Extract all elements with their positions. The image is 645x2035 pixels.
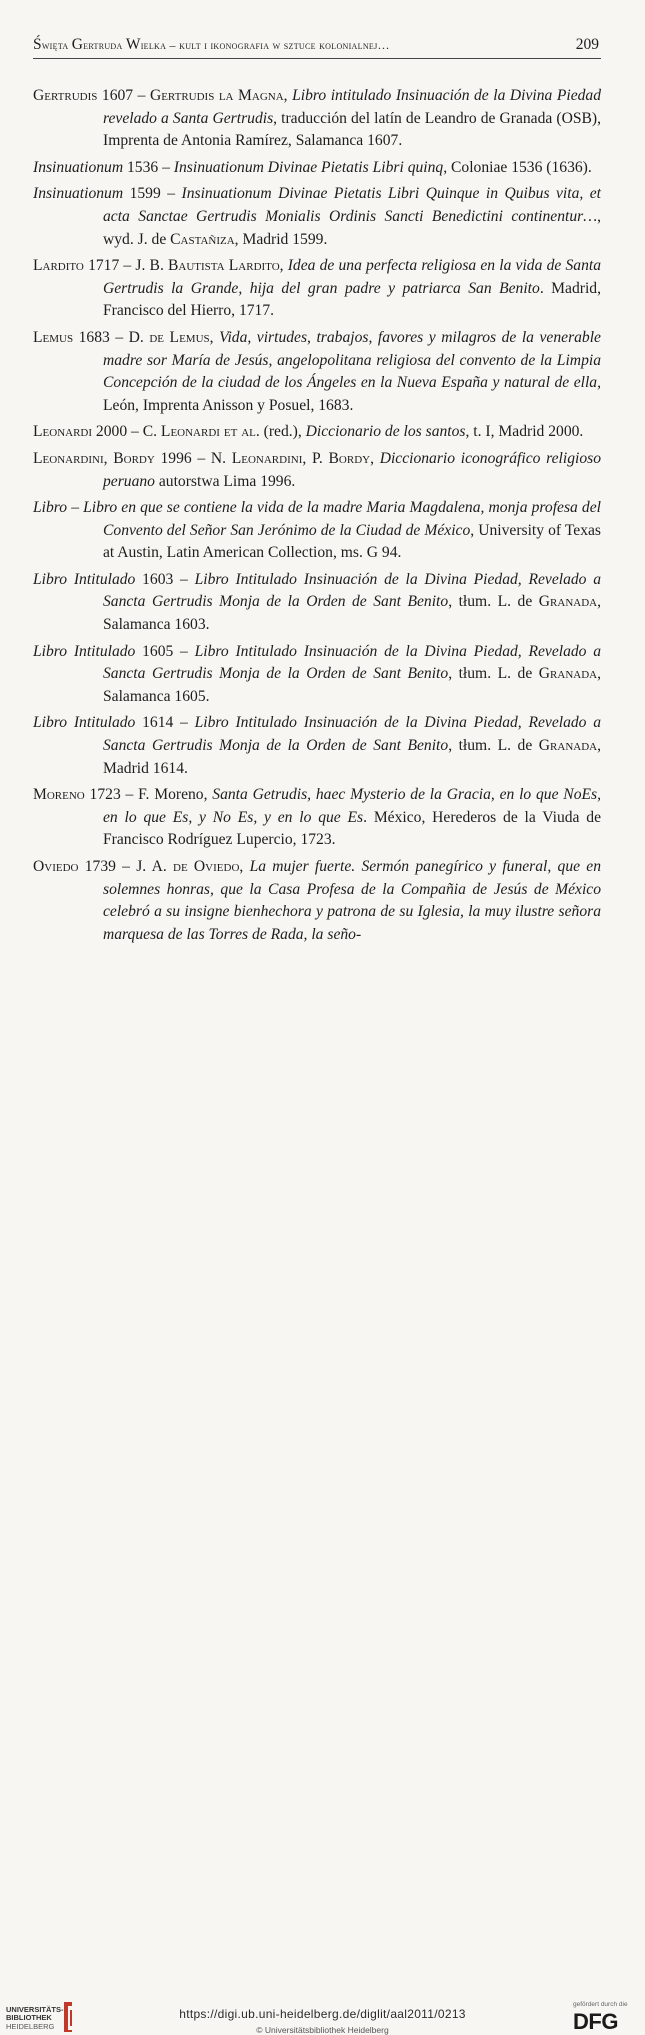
entry-text: . Madrid, Francisco del Hierro, 1717. bbox=[103, 279, 601, 320]
bibliography-entry bbox=[33, 157, 601, 180]
author-name: de Lemus bbox=[149, 328, 210, 346]
running-title-part: więta bbox=[41, 38, 72, 52]
author-name: Bordy bbox=[113, 449, 155, 467]
entry-text: , Madrid 1614. bbox=[103, 737, 602, 777]
entry-text: , bbox=[279, 257, 288, 275]
author-name: Gertrudis bbox=[33, 87, 98, 104]
entry-text: , t. I, Madrid 2000. bbox=[465, 423, 584, 441]
running-title bbox=[33, 34, 390, 56]
entry-text: 1603 – bbox=[135, 570, 195, 588]
entry-text: , bbox=[239, 858, 250, 875]
entry-text: 1605 – bbox=[135, 642, 195, 660]
work-title: Libro Intitulado bbox=[33, 570, 136, 588]
dfg-logo: DFG bbox=[573, 2009, 618, 2034]
work-title: Libro Intitulado bbox=[33, 642, 136, 660]
bibliography-entry bbox=[33, 856, 601, 946]
bibliography-entry bbox=[33, 569, 601, 637]
entry-text: 1614 – bbox=[135, 714, 195, 732]
running-title-part: ertruda bbox=[83, 38, 126, 52]
work-title: La mujer fuerte. Sermón panegírico y funeral, que en solemnes honras, que la Casa Profesa de la Compañia de Jesús de México celebró a su insigne bienhechora y patrona de su Iglesia, la muy ilustre señora marquesa de las Torres de Rada, la seño- bbox=[103, 858, 602, 943]
entry-text: León, Imprenta Anisson y Posuel, 1683. bbox=[103, 396, 354, 414]
work-title: Libro Intitulado bbox=[33, 714, 136, 732]
bibliography-entry bbox=[33, 255, 601, 323]
entry-text: , bbox=[103, 449, 114, 467]
author-name: Granada bbox=[538, 737, 598, 755]
running-title-part: ielka – kult i ikonografia w sztuce kolonialnej… bbox=[140, 38, 390, 52]
work-title: Idea de una perfecta religiosa en la vida de Santa Gertrudis la Grande, hija del gran padre y patriarca San Benito bbox=[103, 257, 601, 297]
author-name: Gertrudis la Magna bbox=[149, 87, 284, 104]
entry-text: , Salamanca 1603. bbox=[103, 593, 602, 634]
entry-text: 2000 – C. bbox=[92, 423, 161, 441]
entry-text: 1723 – F. Moreno, bbox=[84, 786, 213, 804]
source-url-link[interactable]: https://digi.ub.uni-heidelberg.de/diglit/aal2011/0213 bbox=[179, 2007, 466, 2021]
author-name: Lemus bbox=[33, 328, 74, 346]
author-name: Leonardini bbox=[231, 449, 303, 467]
bibliography-entry bbox=[33, 327, 601, 417]
work-title: Libro Intitulado Insinuación de la Divina Piedad, Revelado a Sancta Gertrudis Monja de la Orden de Sant Benito bbox=[103, 714, 602, 755]
bibliography-entry bbox=[33, 641, 601, 709]
entry-text: , bbox=[283, 87, 293, 104]
entry-text: , University of Texas at Austin, Latin American Collection, ms. G 94. bbox=[103, 521, 602, 562]
author-name: Leonardini bbox=[33, 449, 104, 467]
entry-text: et al bbox=[223, 423, 256, 441]
work-title: Insinuationum Divinae Pietatis Libri quinq bbox=[173, 158, 444, 176]
entry-text: , traducción del latín de Leandro de Granada (OSB), Imprenta de Antonia Ramírez, Salamanca 1607. bbox=[103, 109, 601, 150]
work-title: Santa Getrudis, haec Mysterio de la Gracia, en lo que NoEs, en lo que Es, y No Es, y en lo que Es bbox=[103, 786, 601, 826]
entry-text: autorstwa Lima 1996. bbox=[154, 472, 296, 490]
library-name-line: UNIVERSITÄTS- bbox=[6, 2005, 64, 2014]
running-title-part: G bbox=[71, 36, 84, 53]
entry-text: , Coloniae 1536 (1636). bbox=[443, 158, 592, 176]
bibliography-entry bbox=[33, 85, 601, 153]
entry-text: , bbox=[370, 449, 380, 467]
entry-text: , tłum. L. de bbox=[448, 665, 539, 683]
author-name: Granada bbox=[538, 665, 598, 683]
library-name-line: BIBLIOTHEK bbox=[6, 2013, 52, 2023]
author-name: Leonardi bbox=[33, 423, 93, 441]
entry-text: 1996 – N. bbox=[154, 449, 232, 467]
work-title: Libro intitulado Insinuación de la Divina Piedad revelado a Santa Gertrudis bbox=[103, 87, 602, 127]
entry-text: . México, Herederos de la Viuda de Francisco Rodríguez Lupercio, 1723. bbox=[103, 808, 601, 849]
entry-text: , tłum. L. de bbox=[448, 737, 539, 755]
entry-text: , bbox=[209, 328, 220, 346]
author-name: de Oviedo bbox=[173, 858, 240, 875]
running-title-part: W bbox=[125, 36, 141, 53]
author-name: Lardito bbox=[33, 257, 84, 275]
work-title: Insinuationum Divinae Pietatis Libri Quinque in Quibus vita, et acta Sanctae Gertrudis Monialis Ordinis Sancti Benedictini continentur… bbox=[103, 185, 601, 225]
entry-text: 1599 – bbox=[123, 185, 182, 203]
author-name: Granada bbox=[538, 593, 598, 611]
entry-text: 1739 – J. A. bbox=[78, 858, 173, 875]
bibliography-entry bbox=[33, 183, 601, 251]
bibliography-entry bbox=[33, 448, 601, 493]
running-title-part: Ś bbox=[33, 36, 42, 53]
work-title: Libro – Libro en que se contiene la vida de la madre Maria Magdalena, monja profesa del Convento del Señor San Jerónimo de la Ciudad de México bbox=[33, 499, 601, 539]
running-header bbox=[33, 34, 601, 59]
entry-text: 1717 – J. B. bbox=[83, 257, 169, 275]
entry-text: , Salamanca 1605. bbox=[103, 665, 602, 705]
author-name: Bautista Lardito bbox=[168, 257, 280, 275]
bibliography-entry bbox=[33, 421, 601, 444]
bibliography-entry bbox=[33, 784, 601, 852]
entry-text: 1607 – bbox=[97, 87, 150, 104]
entry-text: , Madrid 1599. bbox=[234, 230, 328, 248]
entry-text: . (red.), bbox=[255, 423, 306, 441]
author-name: Leonardi bbox=[160, 423, 220, 441]
entry-text: , P. bbox=[302, 449, 329, 467]
footer bbox=[0, 995, 645, 2035]
bibliography-entry bbox=[33, 497, 601, 565]
author-name: Bordy bbox=[328, 449, 371, 467]
entry-text: 1536 – bbox=[123, 158, 174, 176]
work-title: Libro Intitulado Insinuación de la Divina Piedad, Revelado a Sancta Gertrudis Monja de la Orden de Sant Benito bbox=[103, 570, 602, 611]
work-title: Vida, virtudes, trabajos, favores y milagros de la venerable madre sor María de Jesús, angelopolitana religiosa del convento de la Limpia Concepción de la ciudad de los Ángeles en la Nueva España y natural de ella, bbox=[103, 328, 601, 392]
work-title: Diccionario iconográfico religioso peruano bbox=[103, 449, 601, 490]
entry-text: 1683 – D. bbox=[73, 328, 150, 346]
author-name: Oviedo bbox=[33, 858, 79, 875]
work-title: Diccionario de los santos bbox=[305, 423, 466, 441]
work-title: Libro Intitulado Insinuación de la Divina Piedad, Revelado a Sancta Gertrudis Monja de la Orden de Sant Benito bbox=[103, 642, 602, 683]
author-name: Castañiza bbox=[170, 230, 235, 248]
bibliography-entry bbox=[33, 712, 601, 780]
work-title: Insinuationum bbox=[33, 185, 124, 203]
copyright-notice: © Universitätsbibliothek Heidelberg bbox=[256, 2025, 389, 2035]
funding-note: gefördert durch die bbox=[573, 2001, 628, 2008]
page-number: 209 bbox=[575, 36, 599, 53]
author-name: Moreno bbox=[33, 786, 85, 804]
library-name-line: HEIDELBERG bbox=[6, 2021, 55, 2031]
entry-text: , wyd. J. de bbox=[103, 207, 601, 248]
work-title: Insinuationum bbox=[33, 158, 124, 176]
entry-text: , tłum. L. de bbox=[448, 593, 539, 611]
bibliography-list bbox=[33, 85, 601, 950]
